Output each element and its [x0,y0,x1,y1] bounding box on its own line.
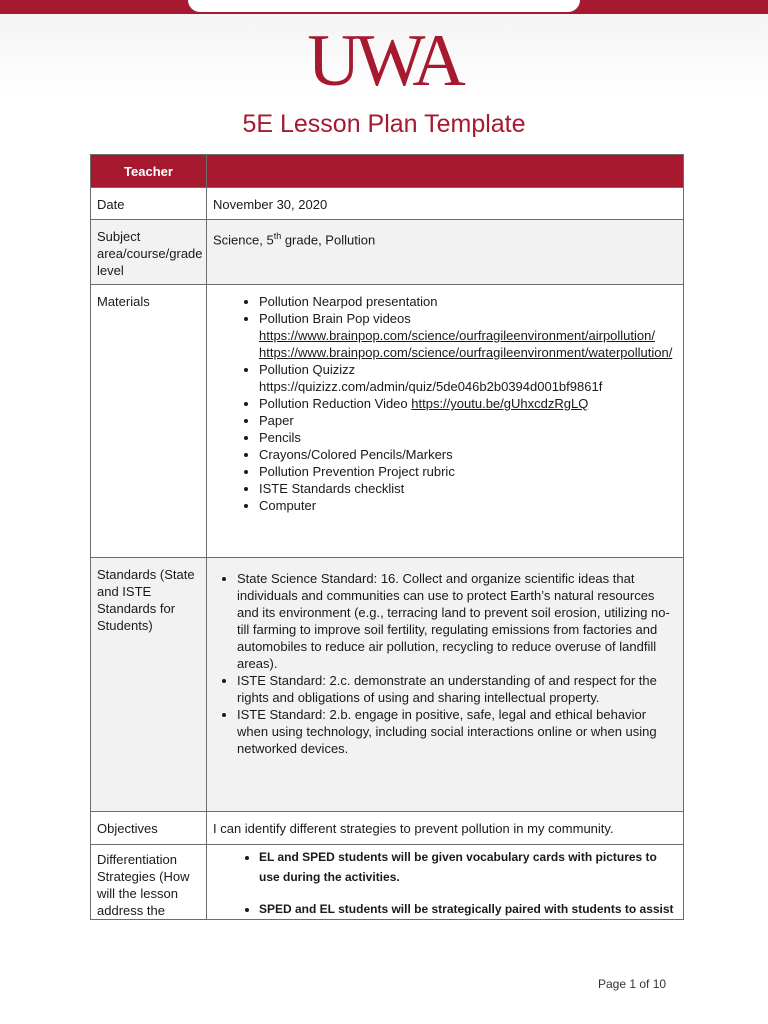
quizizz-url: https://quizizz.com/admin/quiz/5de046b2b0394d001bf9861f [259,379,603,394]
materials-value [207,285,684,558]
youtube-link[interactable]: https://youtu.be/gUhxcdzRgLQ [411,396,589,411]
list-item: • Pollution Nearpod presentation [259,293,677,310]
date-row [91,188,684,220]
list-item: • State Science Standard: 16. Collect and organize scientific ideas that individuals and communities can use to protect Earth’s natural resources and its environment (e.g., terracing land to prevent soil erosion, utilizing no-till farming to improve soil fertility, regulating emissions from factories and automobiles to reduce air pollution, recycling to reduce overuse of landfill areas). [237,570,677,672]
list-item: • Pencils [259,429,677,446]
teacher-row [91,155,684,188]
materials-list [213,293,677,514]
standards-list [213,570,677,757]
subject-prefix: Science, 5 [213,232,274,248]
materials-label: Materials [91,285,207,558]
list-item: • Pollution Quizizz https://quizizz.com/admin/quiz/5de046b2b0394d001bf9861f [259,361,677,395]
header-tab-shape [188,0,580,12]
differentiation-value [207,845,684,920]
differentiation-row [91,845,684,920]
lesson-plan-table [90,154,684,920]
list-item: • EL and SPED students will be given vocabulary cards with pictures to use during the activities. [259,847,677,887]
list-item: • Paper [259,412,677,429]
list-item: • ISTE Standard: 2.c. demonstrate an understanding of and respect for the rights and obligations of using and sharing intellectual property. [237,672,677,706]
teacher-label: Teacher [91,155,207,188]
date-value: November 30, 2020 [207,188,684,220]
subject-sup: th [273,231,282,241]
list-item: • ISTE Standard: 2.b. engage in positive, safe, legal and ethical behavior when using technology, including social interactions online or when using networked devices. [237,706,677,757]
standards-label: Standards (State and ISTE Standards for Students) [91,558,207,812]
standards-row [91,558,684,812]
list-item: • Pollution Prevention Project rubric [259,463,677,480]
list-item: • SPED and EL students will be strategically paired with students to assist [259,899,677,919]
subject-value [207,220,684,285]
date-label: Date [91,188,207,220]
brainpop-air-link[interactable]: https://www.brainpop.com/science/ourfragileenvironment/airpollution/ [259,328,655,343]
list-item: • Pollution Brain Pop videos https://www.brainpop.com/science/ourfragileenvironment/airpollution/ https://www.brainpop.com/science/ourfragileenvironment/waterpollution/ [259,310,677,361]
differentiation-label: Differentiation Strategies (How will the lesson address the [91,845,207,920]
subject-row [91,220,684,285]
subject-suffix: grade, Pollution [281,232,376,248]
subject-label: Subject area/course/grade level [91,220,207,285]
list-item: • Crayons/Colored Pencils/Markers [259,446,677,463]
materials-row [91,285,684,558]
teacher-value[interactable] [207,155,684,188]
brainpop-water-link[interactable]: https://www.brainpop.com/science/ourfragileenvironment/waterpollution/ [259,345,673,360]
objectives-label: Objectives [91,812,207,845]
page-title: 5E Lesson Plan Template [242,110,526,138]
list-item: • Pollution Reduction Video https://youtu.be/gUhxcdzRgLQ [259,395,677,412]
list-item: • ISTE Standards checklist [259,480,677,497]
objectives-row [91,812,684,845]
page-number: Page 1 of 10 [598,977,667,991]
standards-value [207,558,684,812]
list-item: • Computer [259,497,677,514]
objectives-value: I can identify different strategies to prevent pollution in my community. [207,812,684,845]
uwa-logo: UWA [307,20,461,102]
differentiation-list [213,847,677,919]
